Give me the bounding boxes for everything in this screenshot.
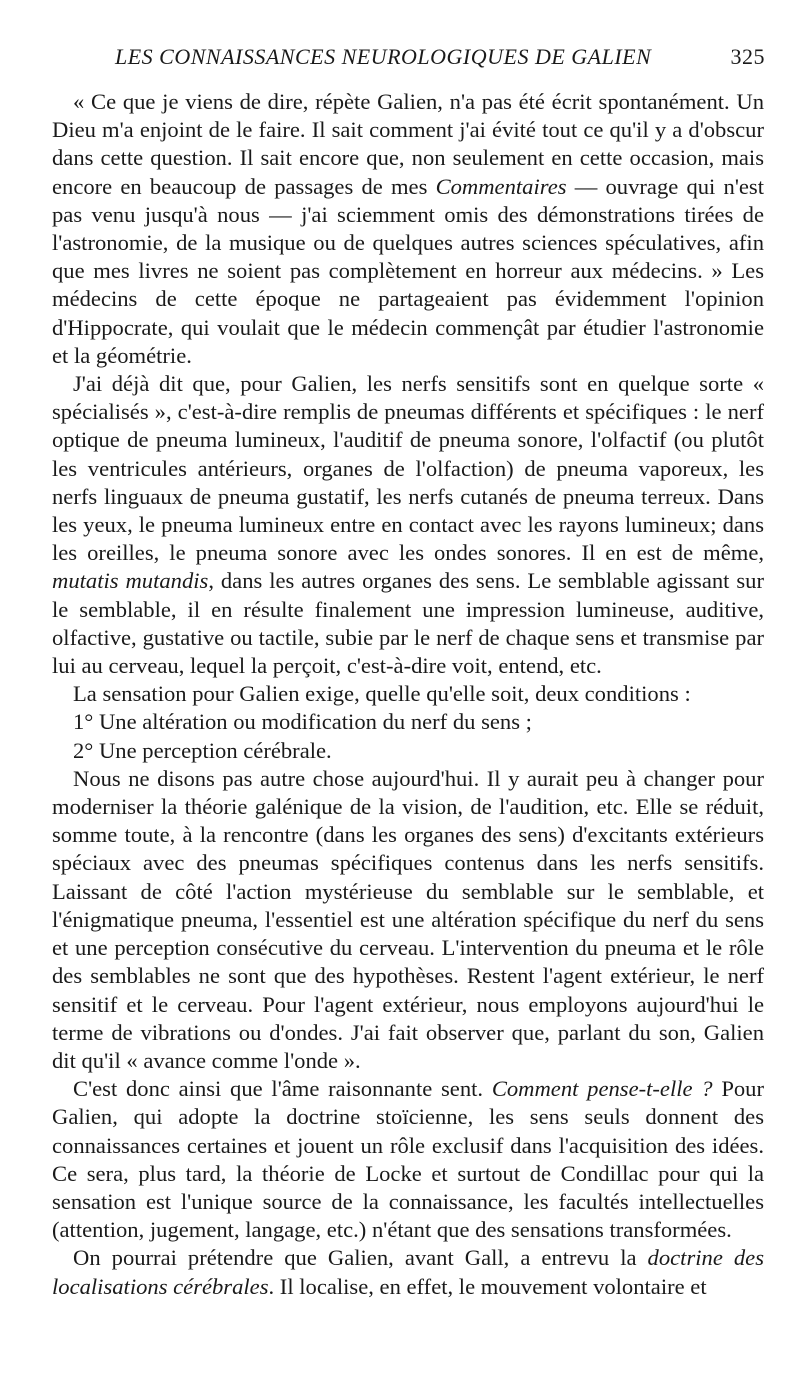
paragraph-text: — ouvrage qui n'est pas venu jusqu'à nous — j'ai sciemment omis des démonstrations tirées de l'astronomie, de la musique ou de quelques autres sciences spéculatives, afin que mes livres ne soient pas complètement en horreur aux médecins. » Les médecins de cette époque ne partageaient pas évidemment l'opinion d'Hippocrate, qui voulait que le médecin commençât par étudier l'astronomie et la géométrie.	[52, 173, 764, 368]
paragraph-modern-theory: Nous ne disons pas autre chose aujourd'hui. Il y aurait peu à changer pour moderniser la théorie galénique de la vision, de l'audition, etc. Elle se réduit, somme toute, à la rencontre (dans les organes des sens) d'excitants extérieurs spéciaux avec des pneumas spécifiques contenus dans les nerfs sensitifs. Laissant de côté l'action mystérieuse du semblable sur le semblable, et l'énigmatique pneuma, l'essentiel est une altération spécifique du nerf du sens et une perception consécutive du cerveau. L'intervention du pneuma et le rôle des semblables ne sont que des hypothèses. Restent l'agent extérieur, le nerf sensitif et le cerveau. Pour l'agent extérieur, nous employons aujourd'hui le terme de vibrations ou d'ondes. J'ai fait observer que, parlant du son, Galien dit qu'il « avance comme l'onde ».	[52, 765, 764, 1073]
emphasis-mutatis-mutandis: mutatis mutandis	[52, 568, 209, 594]
page-number: 325	[730, 44, 765, 69]
paragraph-text: , dans les autres organes des sens. Le semblable agissant sur le semblable, il en résulte finalement une impression lumineuse, auditive, olfactive, gustative ou tactile, subie par le nerf de chaque sens et transmise par lui au cerveau, lequel la perçoit, c'est-à-dire voit, entend, etc.	[52, 568, 764, 679]
page-body	[52, 88, 764, 1301]
emphasis-question: Comment pense-t-elle ?	[491, 1076, 713, 1102]
paragraph-reasoning-soul	[52, 1075, 764, 1244]
paragraph-conditions: La sensation pour Galien exige, quelle qu'elle soit, deux conditions :	[73, 681, 691, 707]
running-header	[115, 44, 765, 80]
paragraph-text: « Ce que je viens de dire, répète Galien, n'a pas été écrit spontanément. Un Dieu m'a enjoint de le faire. Il sait comment j'ai évité tout ce qu'il y a d'obscur dans cette question. Il sait encore que, non seulement en cette occasion, mais encore en beaucoup de passages de mes	[52, 89, 764, 199]
paragraph-localisations	[52, 1244, 764, 1300]
running-title: LES CONNAISSANCES NEUROLOGIQUES DE GALIEN	[115, 44, 652, 69]
list-item-1: 1° Une altération ou modification du nerf du sens ;	[73, 709, 532, 735]
emphasis-commentaires: Commentaires	[435, 173, 567, 199]
emphasis-doctrine: doctrine des localisations cérébrales	[52, 1245, 764, 1299]
paragraph-text: . Il localise, en effet, le mouvement volontaire et	[268, 1273, 707, 1299]
paragraph-text: Pour Galien, qui adopte la doctrine stoïcienne, les sens seuls donnent des connaissances certaines et jouent un rôle exclusif dans l'acquisition des idées. Ce sera, plus tard, la théorie de Locke et surtout de Condillac pour qui la sensation est l'unique source de la connaissance, les facultés intellectuelles (attention, jugement, langage, etc.) n'étant que des sensations transformées.	[52, 1076, 765, 1243]
paragraph-text: C'est donc ainsi que l'âme raisonnante sent.	[73, 1076, 492, 1102]
list-item-2: 2° Une perception cérébrale.	[73, 737, 332, 763]
paragraph-text: J'ai déjà dit que, pour Galien, les nerfs sensitifs sont en quelque sorte « spécialisés », c'est-à-dire remplis de pneumas différents et spécifiques : le nerf optique de pneuma lumineux, l'auditif de pneuma sonore, l'olfactif (ou plutôt les ventricules antérieurs, organes de l'olfaction) de pneuma vaporeux, les nerfs linguaux de pneuma gustatif, les nerfs cutanés de pneuma terreux. Dans les yeux, le pneuma lumineux entre en contact avec les rayons lumineux; dans les oreilles, le pneuma sonore avec les ondes sonores. Il en est de même,	[52, 371, 764, 566]
paragraph-text: On pourrai prétendre que Galien, avant Gall, a entrevu la	[73, 1245, 648, 1271]
paragraph-specialized-nerves	[52, 370, 764, 680]
paragraph-galien-quote	[52, 88, 764, 370]
